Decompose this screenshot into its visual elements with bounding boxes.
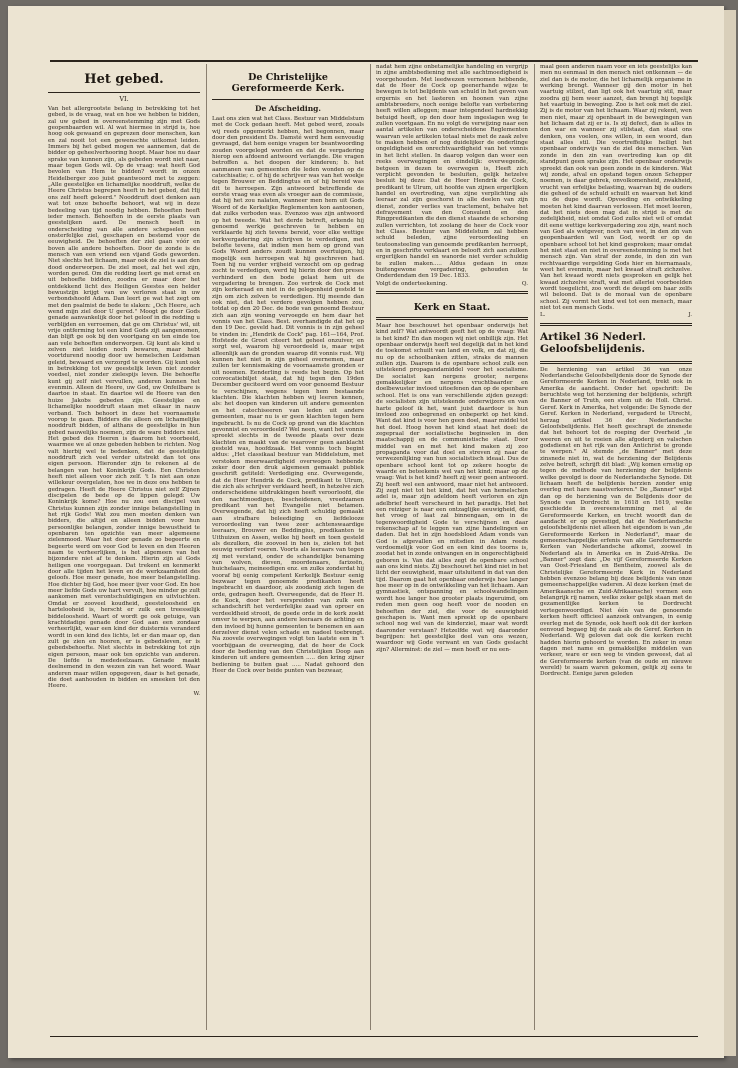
- signoff-left: L.: [540, 312, 546, 319]
- article-continuation: maal geen anderen naam voor en iets geestelijks kan men nu eenmaal in den mensch niet ontkennen — de ziel dan is de motor, die het lichamelijk organisme in werking brengt. Wanneer gij den motor in het vaartuig stilzet, dan ligt ook het vaartuig stil, maar zoodra gij hem weer aanzet, dan brengt hij tegelijk het vaartuig in beweging. Zoo is het ook met de ziel. Zij is de motor van het lichaam. Waar zij rekent, wen men niet, maar zij openbaart in de bewegingen van het lichaam dat zij er is. Is zij defect, dan is alles in don war en wanneer zij stilstaat, dan staat ons denken, ons voelen, ons willen, in een woord, dan staat alles stil. Die voortreffelijke heiligt het openbaar onderwijs van de ziel des menschen. Van zonde in den zin van overtreding kan op dit standpunt geen sprake zijn. Het openbaar onderwijs spreekt dan ook van geen zonde in de kinderen. Wat wij zonde, afval en opstand tegen onzen Schepper noemen, is daar gebrek, onvolkomenheid, zwakheid, vrucht van erfelijke belasting, waarvan bij de ouders die geheel of de schuld schuilt en waarvan het kind nu de dupe wordt. Opvoeding en ontwikkeling moeten het kind daarvan verlossen. Het moet leeren, dat het niets doen mag dat in strijd is met de zedelijkheid, niet omdat God zulks niet wil of omdat dit eene wettige kerkvergadering zou zijn, want noch van God als wetgever, noch van wet, in den zin van geopenbaarden wil van God, wordt er op de openbare school tot het kind gesproken; maar omdat het niet staat en niet in overeenstemming is met het mensch zijn. Van straf der zonde, in den zin van rechtvaardige vergelding Gods hier en hiernamaals, weet het evenmin, maar het kwaad straft zichzelve. Van het kwaad wordt niets gesproken en gelijk het kwaad zichzelve straft, wat met allerlei voorbeelden wordt toegelicht, zoo wordt de deugd om haar zelfs wil beloond. Dat is de moraal van de openbare school. Zij vormt het kind wel tot een mensch, maar niet tot een mensch Gods.: [540, 64, 692, 312]
- article-heading-kerk-en-staat: Kerk en Staat.: [413, 302, 491, 314]
- article-heading-het-gebed: Het gebed.: [84, 72, 164, 87]
- section-divider: [376, 291, 528, 294]
- column-separator: [206, 64, 207, 1030]
- signoff-text: Volgt de onderteekening.: [376, 280, 448, 287]
- column-1: [48, 64, 200, 1030]
- bottom-rule: [50, 1036, 698, 1037]
- article-subtitle: De Afscheiding.: [254, 104, 322, 113]
- signature-initial: W.: [193, 690, 200, 697]
- column-separator: [534, 64, 535, 1030]
- section-divider: [376, 317, 528, 320]
- next-page-edge: [724, 10, 736, 1056]
- article-continuation: nadat hem zijne onbetamelijke handeling en vergrijp in zijne ambtsbediening met alle sachtmoedigheid is voorgehouden. Met leedwezen vernomen hebbende, dat de Heer de Cock op geenerhande wijze te bewegen is tot belijdenis van schuld in het geven van ergernis en het lasteren en hoonen van zijne ambtsbroeders, noch eenige belofte van verbetering heeft willen afleggen; maar integendeel hardnekkig betuigd heeft, op den door hem ingeslagen weg te zullen voortgaan. En nu volgt de verwijzing naar een aantal artikelen van onderscheidene Reglementen waarvan vele artikelen totaal niets met de zaak zelve te maken hebben of nog duidelijker de onderlinge ongeldigheid en onrechtvaardigheid van het vonnis in het licht stellen. In daarop volgen dan weer een reeks overwegingen en eindelijk: overwegende, betgeen in dezen te overwegen is, Heeft zich verplicht gevonden te besluiten, gelijk hetzelve besluit bij deze: Dat de Heer Hendrik de Cock, predikant te Ulrum, uit hoofde van zijnen ergerlijken handel en overtreding, van zijne verplichting als leeraar zal zijn geschorst in alle deelen van zijn dienst, zonder verlies van tractement, behalve het defrayement van den Consulent en den Ringpredikanten die den dienst staande de schorsing zullen verrichten, tot zoolang de heer de Cock voor het Class. Bestuur van Middelstum zal hebben schuld beleden, zijne veroordeeling en teutoonsteeling van genoemde predikanten herroept, en in geschrifte verklaart en belooft zich aan zulken ergerlijken handel en wanorde niet verder schuldig te zullen maken..... Aldus gedaan in onze buitengewone vergadering, gehouden te Onderdendam den 19 Dec. 1833.: [376, 64, 528, 280]
- column-3: [376, 64, 528, 1030]
- heading-rule: [212, 99, 364, 100]
- article-body-artikel-36: De herziening van artikel 36 van onze Nederlandsche Geloofsbelijdenis door de Synode der Gereformeerde Kerken in Nederland, trekt ook in Amerika de aandacht. Onder het opschrift: De beruchtste weg tot herziening der belijdenis, schrijft de Banner of Truth, een stem uit de Holl. Christ. Geref. Kerk in Amerika, het volgende: De Synode der Geref. Kerken in Nederland, vergaderd te Utrecht, herzag artikel 36 der Nederlandsche Geloofsbelijdenis. Het heeft geschrapt de zinsnede dat het behoort tot de roeping der Overheid „te weeren en uit te roeien alle afgoderij en valschen godsdienst en het rijk van den Antichrist te gronde te werpen." Al stemde „de Banner" met deze zinsnede niet in, wat de herziening der Belijdenis zelve betreft, schrijft dit blad: „Wij komen ernstig op tegen de methode van herziening der belijdenis welke gevolgd is door de Nederlandsche Synode. Dit lichaam heeft de belijdenis herzien zonder enig overleg met hare naastverkeren." De „Banner" wijst dan op de herziening van de Belijdenis door de Synode van Dordrecht in 1618 en 1619, welke geschiedde in overeenstemming met al de Gereformeerde Kerken, en trecht woordt dan de aandacht er op gevestigd, dat de Nederlandsche geloofsbelijdenis niet alleen het eigendom is van „de Gereformeerde Kerken in Nederland", maar de gemeenschappelijke erfenis van alle Gereformeerde Kerken van Nederlandsche afkomst, zoowel in Nederland als in Amerika en in Zuid-Afrika. De „Banner" zegt dan: „De vijf Gereformeerde Kerken van Oost-Friesland en Bentheim, zoowel als de Christelijke Gereformeerde Kerk in Nederland hebben evenzoo belang bij deze belijdenis van onze gemeenschappelijke vaderen. Al deze kerken (met de Amerikaansche en Zuid-Afrikaansche) vormen een belangrijk rij namen, welke zeker gelijk staan met de gezamentlijke kerken te Dordrecht vertegenwoordigd. Niet één van de genoemde kerken heeft officieel aanzoek ontvangen, in eenig overleg met de Synode, ook heeft ook dit der kerken eenvoud begaeg bij de zaak als de Geref. Kerken in Nederland. Wij geloven dat ook die kerken recht hadden hierin gehoord te worden. En zeker in onze dagen met name en gemakkelijke middelen van verkeer, ware er een weg te vinden geweest, dat al de Gereformeerde kerken (van de oude en nieuwe wereld) te saam waren gekomen, gelijk zij eens te Dordrecht. Eenige jaren geleden: [540, 366, 692, 678]
- column-4: [540, 64, 692, 1030]
- signoff-right: J.: [688, 312, 692, 319]
- heading-rule: [48, 92, 200, 93]
- article-heading-christelijke-kerk: De Christelijke Gereformeerde Kerk.: [231, 72, 345, 94]
- top-rule: [50, 60, 698, 62]
- article-signoff: [540, 312, 692, 318]
- article-numeral: VI.: [119, 95, 129, 103]
- article-signoff: [376, 281, 528, 287]
- column-separator: [370, 64, 371, 1030]
- article-body-het-gebed: Van het allergrootste belang in betrekking tot het gebed, is de vraag, wat en hoe we hebben te bidden, zal uw gebed in overeenstemming zijn met Gods geopenbaarden wil. Al wat hiermee in strijd is, hoe hoog ook gewaand en geprezen door menschen, kan en zal nooit tot een gewenschte uitkomst leiden. Immers bij het gebed mogen we aannemen, dat de bidder op geheelverhooring hoopt. Maar hoe nu daar sprake van kunnen zijn, als gebeden wordt niet naar, maar tegen Gods wil. Op de vraag: wat heeft God bevolen van Hem te bidden? wordt in onzen Heidelberger zoo juist geantwoord met te zeggen: „Alle geestelijke en lichamelijke nooddruft, welke de Heere Christus begrepen heeft in het gebed, dat Hij ons zelf heeft geleerd." Nooddruft doet denken aan wat tot onze behoefte behoort, wat wij in deze bedeeling van tijd noodig hebben. Behoeften heeft ieder mensch. Behoeften in de eerste plaats van geestelijken aard. De mensch heeft in onderscheiding van alle andere schepselen een onsterfelijke ziel, geschapen en bestemd voor de eeuwigheid. De behoeften der ziel gaan vóór en boven alle andere behoeften. Door de zonde is de mensch van een vriend een vijand Gods geworden. Niet slechts het lichaam, maar ook de ziel is aan den dood onderworpen. De ziel moet, zal het wel zijn, worden gered. Om die redding leert ge met ernst en uit behoefte bidden, zoodra er maar door het ontdekkend licht des Heiligen Geestes een helder bewustzijn krijgt van uw verloren staat in uw verbondshoofd Adam. Dan leert ge wat het zegt om met den psalmist de bede te slaken: „Och Heere, ach wend mijn ziel door U gered." Moogt ge door Gods genade aanvankelijk door het geloof in die redding u verblijden en verroemen, dat ge om Christus' wil, uit vrije ontferming tot een kind Gods zijt aangenomen, dan blijft ge ook bij den voortgang en ten einde toe aan vele behoeften onderworpen. Gij kunt als kind u zelven niet leiden noch bewaren, maar hebt voortdurend noodig door uw hemelschen Leidsman geleid, bewaard en verzorgd te worden. Gij kunt ook in betrekking tot uw geestelijk leven niet zonder voedsel, niet zonder zielespijs leven. Die behoefte kunt gij zelf niet vervullen, anderen kunnen het evenmin. Alleen de Heere, uw God, uw Onfeilbare is daartoe in staat. En daartoe wil de Heere van den huize Jakobs gebeden zijn. Geestelijke en lichamelijke nooddruft staan met elkaar in nauw verband. Toch behoort in deze het voornaamste voorop te gaan. Bidders die alleen om lichamelijke nooddruft bidden, of althans de geestelijke in hun gebed nauwelijks noemen, zijn de ware bidders niet. Het gebed des Heeren is daarom het voorbeeld, waarmee we al onze gebeden hebben te richten. Nog valt hierbij wel te bedenken, dat de geestelijke nooddruft zich veel verder uitstrekt dan tot ons eigen persoon. Hieronder zijn te rekenen al de belangen van het Koninkrijk Gods. Een Christen heeft niet alleen voor zich zelf. 't Is niet aan onze willekeur overgelaten, hoe we in deze ons hebben te gedragen. Heeft de Heere Christus niet zelf Zijnen discipelen de bede op de lippen gelegd: Uw Koninkrijk kome? Hoe nu zou een discipel van Christus kunnen zijn zonder innige belangstelling in het rijk Gods! Wat zou men moeten denken van bidders, die altijd en alleen bidden voor hun persoonlijke belangen, zonder innige bewustheid te openbaren ten opzichte van meer algemeene zielenmood. Waar het door genade zo begeerte en begeerte werd om voor God te leven en den Heeren naam te verheerlijken, is het algemeen van het bijzondere niet af te denken. Hierin zijn al Gods heiligen one voorgegaan. Dat trekent en kenmerkt door alle tijden het leven en de werkzaamheid des geloofs. Hoe meer genade, hoe meer belangstelling. Hoe dichter bij God, hoe meer ijver voor God. En hoe meer liefde Gods uw hart vervult, hoe minder ge zult aankomen met verontschuldigingen en uitvluchten. Omdat er zooveel koudheid, geesteloosheid en hartelooheid is, herscht er zulk een treesselijk biddeloosheid. Waart of wordt ge ook getuige, van krachtdadige genade door God aan een zondaar verheerlijkt, waar een kind der duisternis veranderd wordt in een kind des lichts, let er dan maar op, dan zult ge zien en hooren, er is gebedsleven, er is gebedsbehoefte. Niet slechts in betrekking tot zijn eigen persoon, maar ook ten opzichte van anderen. De liefde is mededeelzaam. Genade maakt deelnemend in den wezen zin van het woord. Waar anderen maar willen opgegeven, daar is het genade, die doet aanhouden in bidden en smeeken tot den Heere.: [48, 106, 200, 690]
- article-heading-artikel-36: Artikel 36 Nederl. Geloofsbelijdenis.: [540, 330, 646, 355]
- section-divider: [540, 323, 692, 326]
- signoff-initial: Q.: [521, 280, 528, 287]
- article-signature: [48, 691, 200, 697]
- column-2: [212, 64, 364, 1030]
- section-divider: [540, 361, 692, 364]
- article-body-kerk-en-staat: Maar hoe beschouwt het openbaar onderwijs het kind zelf? Wat antwoordt geeft het op de vraag: Wat is het kind? En dan mogen wij niet onbillijk zijn. Het openbaar onderwijs heeft wel degelijk dat in het kind de toekomst schuilt van land en volk, en dat zij, die nu op de schoolbanken zitten, straks de mannen zullen zijn. Daarom is de openbare school zulk een uitstekend propagandamiddel voor het socialisme. De socialist kan nergens grooter, nergens gemakkelijker en nergens vruchtbaarder en doelbewuster invloed uitoefenen dan op de openbare school. Het is ons van verschillende zijden gezegd: de socialisten zijn uitstekende onderwijzers en van harte geloof ik het, want juist daardoor is hun invloed zoo onbegrensd en onbeperkt op het kind. Want dat kind is voor hen geen doel, maar middel tot het doel. Hoog hoven het kind staat het doel: de zegepraal der socialistische beginselen in den maatschappij en de communistische staat. Door middel van en met het kind maken zij zoo propaganda voor dat doel en streven zij naar de verwezenlijking van hun socialistisch ideaal. Dus de openbare school kent tot op zekere hoogte de waarde en beteekenis wel van het kind; maar op de vraag: Wat is het kind? heeft zij weer geen antwoord. Zij heeft wel een antwoord, maar niet het antwoord. Zij zegt niet tot het kind, dat het van hemelschen adel is, maar zijn adeldom heeft verloren en zijn adelbrief heeft verscheurd in het paradijs. Het het een reiziger is naar een ontzaglijke eeuwigheid, die het vroeg of laat zal binnengaan, om in de tegenwoordigheid Gode te verschijnen en daar rekenschap af te leggen van zijne handelingen en daden. Dat het in zijn hoedsbloed Adam vonds van God is afgevallen en mitsdien in Adam reeds verdoemelijk voor God en een kind des toorns is, zoodat het in zonde ontvangen en in ongerechtigheid geboren is. Van dat alles zegt de openbare school aan ons kind niets. Zij beschouwt het kind niet in het licht der eeuwigheid, maar uitsluitend in dat van den tijd. Daarom gaat het openbaar onderwijs hoe langer hoe meer op in de ontwikkeling van het lichaam. Aan gymnastiek, ontspanning en schoolwandelingen wordt hoe langer hoe grooter plaats ingeruimd, om reden men geen oog heeft voor de nooden en behoeften der ziel, die voor de eeuwigheid geschapen is. Want men spreekt op de openbare school nog wel van de kinderziel, maar wat wordt daaronder verstaan? Hetzelfde wat wij daaronder begrijpen: het geestelijke deel van ons wezen, waardoor wij Gode verwant en van Gods geslacht zijn? Allerminst: de ziel — men hoeft er nu een-: [376, 323, 528, 653]
- article-body-christelijke-kerk: Laat ons zien wat het Class. Bestuur van Middelstum met de Cock gedaan heeft. Met gebed werd, zooals wij reeds opgemerkt hebben, het begonnen, maar door den president Ds. Damsté werd hem eenvoudig gevraagd, dat hem eenige vragen ter beantwoording zouden voorgelegd worden en dat de vergadering hierop een afdoend antwoord verlangde. Die vragen betroffen a. het doopen der kinderen; b. het aanmanen van gemeenten die leden wonden op de catechisatie; c. of hij de schrijver was van het woekje tegen Brouwer en Beddingtus en of hij bereid was dit te herroepen. Zijn antwoord betreffende de eerste vraag was even als vroeger aan de commissie, dat hij het zou nalaten, wanneer men hem uit Gods Woord of de Kerkelijke Reglementen kon aantoonen, dat zulks verboden was. Evenzoo was zijn antwoord op het tweede. Wat het derde betreft, erkende hij genoemd werkje geschreven te hebben en verklaarde hij zich tevens bereid, voor elke wettige kerkvergadering zijn schrijven te verdedigen, met belofte tevens, dat indien men hem op grond van Gods Woord anders zoudt kunnen overtuigen, hij mogelijk een herroepen wat hij geschreven had. Toen hij nu verder vrijheid verzocht om op gedrag zocht te verdedigen, werd hij hierin door den preses verhinderd en den bode gelast hem uit de vergadering te brengen. Zoo vertrok de Cock met zijn kerkeraad en niet in de gelegenheid gesteld te zijn om zich zelven te verdedigen. Hij meende dan ook niet, dat het verdere gevolgen hebben zou, totdat op den 20 Dec. de bode van genoemd Bestuur zich aan zijn woning vervoegde en hem daar het vonnis van het Class. Best. overhandigde dat het op den 19 Dec. geveld had. Dit vonnis is in zijn geheel te vinden in: „Hendrik de Cock" pag. 161—164, Prof. Hofstede de Groot citeert het geheel onzuiver, en sorgt wel, waarom hij veroordeeld is, maar wijst alleenlijk aan de gronden waarop dit vonnis rust. Wij kunnen het niet in zijn geheel overnemen, maar zullen ter kennismaking de voornaamste gronden er uit noemen. Eenderling is reeds het begin. Op het convocatiebiljet staat, dat hij tegen den 19den December geciteerd werd om voor genoemd Bestuur te verschijnen, wegens tegen hem bestaande klachten. Die klachten hebben wij leeren kennen, als: het doopen van kinderen uit andere gemeenten en het catechiseeren van leden uit andere gemeenten, maar nu is er geen klachten tegen hem ingebracht. Is nu de Cock op grond van die klachten gevonnist en veroordeeld? Wel neen, want het vonnis spreekt slechts in de tweede plaats over deze klachten en maakt van de waarover geen aanklacht gesteld was, hoofdzaak. Het vonnis toch begint aldus: „Het classikaal bestuur van Middelstum, met verstoken meerwaardigheid overwogen hebbende zeker door den druk algemeen gemaakt publiek geschrift getiteld: Verdediging enz. Overwegende, dat de Heer Hendrik de Cock, predikant te Ulrum, die zich als schrijver verklaard heeft, in hetzelve zich onderscheidene uitdrukkingen heeft veroorloofd, die den nachtmoedigen, bescheidenen, vreedzamen predikant van het Evangelie niet betamen. Overwegende, dat hij zich heeft schuldig gemaakt aan strafbare beleediging en liefdelooze veroordeeling van twee zeer achtenswaardige leeraars, Brouwer en Beddingius, predikanten te Uithuizen en Assen, welke hij heeft en toen gesteld als dezulken, die zoovoel in hen is, zielen tot het eeuwig verderf voeren. Voorts als leeraars van tegen zij met verstand, onder de schandelijke benaming van wolven, dieven, moordenaars, farizeën, huichelaars, meineedigen enz. en zulks zonderdat hij vooraf bij eenig competent Kerkelijk Bestuur eenig bezwaar tegen genoemde predikanten heeft ingebracht en daardoor, als zoodanig zich tegen de orde, gedragen heeft. Overwegende, dat de Heer H. de Kock, door het verspreiden van zulk een schandschrift het verderfelijke zaad van oproer en verdeeldheid strooit, de goede orde in de kerk zoekt omver te werpen, aan andere leeraars de achting en den invloed bij hunne gemeenten te benemen en aan derzelver dienst velen schade en nadeel toebrengt. Na zoovele overwegingen volgt ten laatste een in 't voorbijgaan de overweging, dat de heer de Cock door de bediening van den Christelijken Doop aan kinderen uit andere gemeenten ..... den kring zijner bediening te buiten gaat ..... Nadat gehoord den Heer de Cock over beide punten van bezwaar,: [212, 116, 364, 674]
